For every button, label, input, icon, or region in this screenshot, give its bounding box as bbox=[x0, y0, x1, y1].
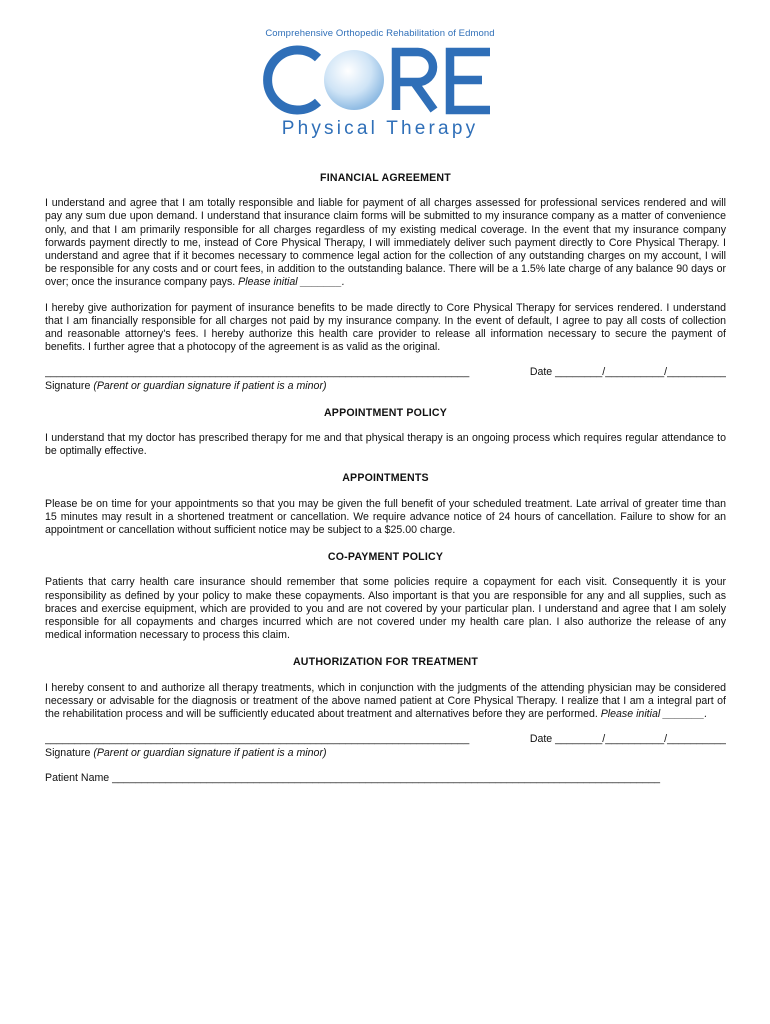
patient-name-field[interactable]: _____________________________________________________________________________________________ bbox=[112, 771, 661, 784]
date-field-2[interactable]: Date ________/__________/__________ bbox=[529, 733, 726, 746]
signature-field-2[interactable]: ________________________________________________________________________ bbox=[45, 733, 470, 746]
appointment-policy-text: I understand that my doctor has prescribed therapy for me and that physical therapy is an ongoing process which requires regular attendance to be optimally effective. bbox=[45, 432, 726, 458]
patient-name-row bbox=[45, 772, 726, 785]
copayment-policy-heading: CO-PAYMENT POLICY bbox=[327, 551, 444, 564]
signature-caption-2 bbox=[45, 747, 726, 760]
core-logo bbox=[260, 44, 500, 116]
date-field-1[interactable]: Date ________/__________/__________ bbox=[529, 366, 726, 379]
organization-name: Comprehensive Orthopedic Rehabilitation of Edmond bbox=[265, 28, 495, 39]
signature-note-1: (Parent or guardian signature if patient is a minor) bbox=[93, 379, 327, 392]
authorization-initial-field[interactable]: Please initial _______. bbox=[600, 708, 708, 721]
signature-field-1[interactable]: ________________________________________________________________________ bbox=[45, 366, 470, 379]
financial-agreement-heading: FINANCIAL AGREEMENT bbox=[320, 172, 451, 184]
copayment-policy-text: Patients that carry health care insurance should remember that some policies require a copayment for each visit. Consequently it is your responsibility as defined by your policy to make these copayments. Also important is that you are responsible for any and all supplies, such as braces and exercise equipment, which are provided to you and are not covered by your particular plan. I understand and agree that I am solely responsible for all copayments and charges incurred which are not covered under my health care plan. I also authorize the release of any medical information necessary to process this claim. bbox=[45, 576, 726, 642]
authorization-text bbox=[45, 682, 726, 722]
signature-row-1 bbox=[45, 366, 726, 379]
appointments-heading: APPOINTMENTS bbox=[342, 472, 429, 485]
logo-tagline: Physical Therapy bbox=[281, 118, 479, 139]
patient-name-label: Patient Name bbox=[45, 771, 110, 784]
appointment-policy-heading: APPOINTMENT POLICY bbox=[323, 406, 448, 419]
financial-paragraph-1-text: I understand and agree that I am totally responsible and liable for payment of all charges assessed for professional services rendered and will pay any sum due upon demand. I understand that insurance claim forms will be submitted to my insurance company as a matter of convenience only, and that I am primarily responsible for all charges regardless of my existing medical coverage. In the event that my insurance company forwards payment directly to me, instead of Core Physical Therapy, I will immediately deliver such payment directly to Core Physical Therapy. I understand and agree that if it becomes necessary to commence legal action for the collection of any outstanding charges on my account, I will be responsible for any costs and or court fees, in addition to the outstanding balance. There will be a 1.5% late charge of any balance 90 days or over; once the insurance company pays. bbox=[45, 197, 726, 289]
financial-paragraph-1 bbox=[45, 197, 726, 289]
signature-note-2: (Parent or guardian signature if patient is a minor) bbox=[93, 746, 327, 759]
financial-initial-field[interactable]: Please initial _______. bbox=[238, 276, 345, 289]
signature-label-2: Signature bbox=[45, 746, 91, 759]
form-content bbox=[45, 172, 726, 785]
financial-paragraph-2: I hereby give authorization for payment of insurance benefits to be made directly to Core Physical Therapy for services rendered. I understand that I am financially responsible for all charges not paid by my insurance company. In the event of default, I agree to pay all costs of collection and reasonable attorney's fees. I hereby authorize this health care provider to release all information necessary to secure the payment of benefits. I further agree that a photocopy of the agreement is as valid as the original. bbox=[45, 301, 726, 354]
signature-row-2 bbox=[45, 733, 726, 746]
appointments-text: Please be on time for your appointments so that you may be given the full benefit of your scheduled treatment. Late arrival of greater time than 15 minutes may result in a shortened treatment or cancellation. We require advance notice of 24 hours of cancellation. Failure to show for an appointment or cancellation without sufficient notice may be subject to a $25.00 charge. bbox=[45, 497, 726, 537]
authorization-text-body: I hereby consent to and authorize all therapy treatments, which in conjunction with the judgments of the attending physician may be considered necessary or advisable for the diagnosis or treatment of the above named patient at Core Physical Therapy. I realize that I am a integral part of the rehabilitation process and will be sufficiently educated about treatment and alternatives before they are performed. bbox=[45, 681, 726, 721]
signature-caption-1 bbox=[45, 380, 726, 393]
signature-label-1: Signature bbox=[45, 379, 91, 392]
authorization-heading: AUTHORIZATION FOR TREATMENT bbox=[292, 656, 479, 669]
